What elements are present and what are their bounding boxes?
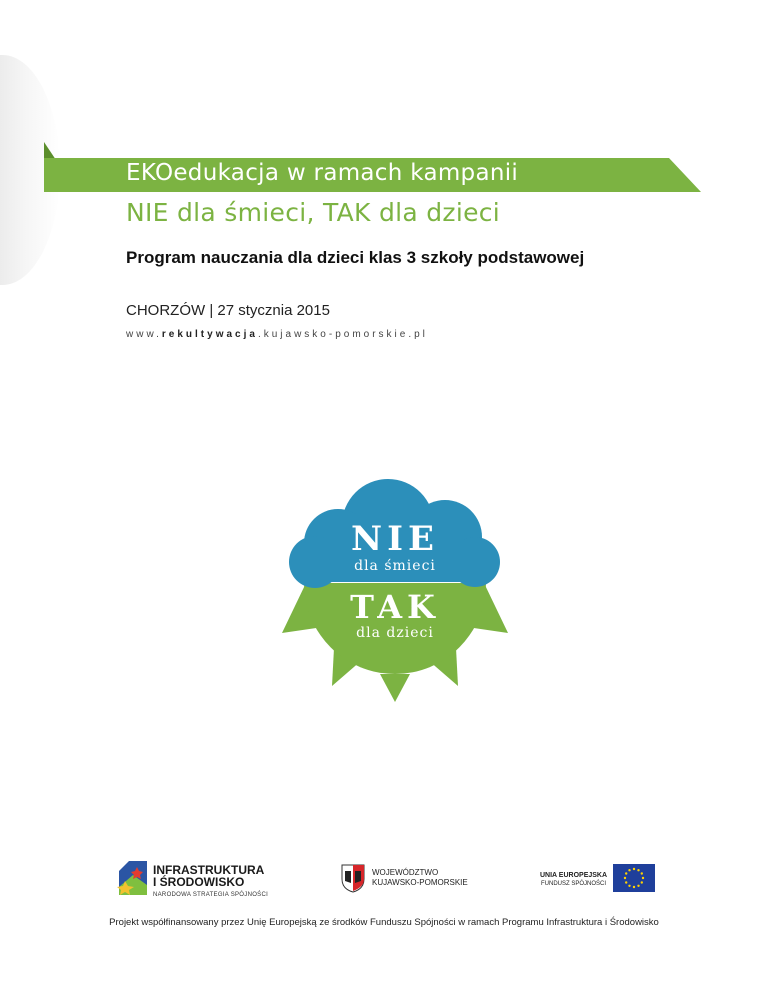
- funding-note: Projekt współfinansowany przez Unię Europejską ze środków Funduszu Spójności w ramach Programu Infrastruktura i Środowisko: [109, 917, 659, 928]
- program-title: Program nauczania dla dzieci klas 3 szkoły podstawowej: [126, 248, 585, 267]
- url-suffix: .kujawsko-pomorskie.pl: [257, 329, 428, 340]
- kujawsko-pomorskie-text: [372, 868, 468, 888]
- eu-text: [540, 872, 606, 888]
- is-line2: I ŚRODOWISKO: [153, 875, 245, 889]
- place-date: CHORZÓW | 27 stycznia 2015: [126, 302, 330, 319]
- is-subtitle: NARODOWA STRATEGIA SPÓJNOŚCI: [153, 892, 269, 898]
- campaign-logo: [270, 470, 520, 710]
- kp-line1: WOJEWÓDZTWO: [372, 868, 439, 877]
- footer-logos: [0, 855, 768, 905]
- infrastruktura-text: [153, 864, 264, 888]
- coat-of-arms-icon: [340, 863, 366, 893]
- kp-line2: KUJAWSKO-POMORSKIE: [372, 878, 468, 887]
- eu-line1: UNIA EUROPEJSKA: [540, 872, 608, 879]
- eu-line2: FUNDUSZ SPÓJNOŚCI: [540, 881, 606, 887]
- cloud-big-text: NIE: [351, 519, 439, 559]
- sun-big-text: TAK: [350, 588, 440, 626]
- url-bold: rekultywacja: [161, 329, 258, 340]
- url-prefix: www.: [126, 329, 162, 340]
- sun-small-text: dla dzieci: [356, 625, 434, 641]
- cloud-small-text: dla śmieci: [354, 558, 436, 574]
- is-line1: INFRASTRUKTURA: [153, 863, 265, 877]
- banner-title: EKOedukacja w ramach kampanii: [126, 160, 519, 186]
- eu-flag-icon: [613, 864, 655, 892]
- campaign-subtitle: NIE dla śmieci, TAK dla dzieci: [126, 198, 501, 227]
- infrastruktura-logo-icon: [115, 857, 151, 897]
- website-link[interactable]: [126, 329, 428, 340]
